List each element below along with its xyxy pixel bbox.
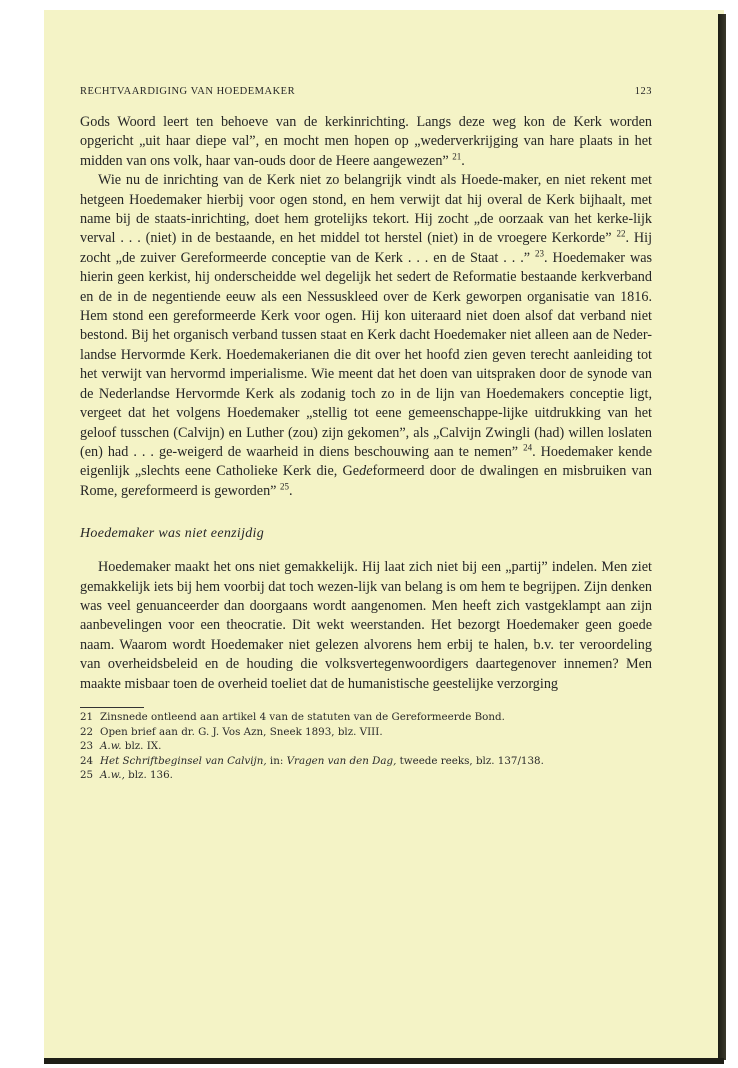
footnote: 25 A.w., blz. 136. (80, 769, 173, 782)
footnote-ref: 23 (535, 248, 545, 259)
footnote-ref: 21 (452, 151, 462, 162)
page-content (80, 85, 652, 783)
footnote-divider (80, 707, 144, 708)
footnote-ref: 24 (523, 442, 533, 453)
body-text (80, 113, 652, 694)
paragraph: Gods Woord leert ten behoeve van de kerkinrichting. Langs deze weg kon de Kerk worden opgericht „uit haar diepe val”, en mocht men hopen op „wederverkrijging van hare plaats in het midden van ons volk, haar van-ouds door de Heere aangewezen” $^{21}$. (80, 114, 652, 169)
footnote-ref: 25 (280, 480, 290, 491)
page-bottom-shadow (44, 1058, 724, 1064)
footnote: 22 Open brief aan dr. G. J. Vos Azn, Sneek 1893, blz. VIII. (80, 725, 383, 738)
running-head-title: RECHTVAARDIGING VAN HOEDEMAKER (80, 86, 296, 97)
page-number: 123 (634, 86, 652, 97)
footnote: 24 Het Schriftbeginsel van Calvijn, in: Vragen van den Dag, tweede reeks, blz. 137/138. (80, 754, 544, 767)
running-head (80, 85, 652, 99)
footnote: 21 Zinsnede ontleend aan artikel 4 van de statuten van de Gereformeerde Bond. (80, 710, 505, 723)
footnotes (80, 710, 652, 783)
page-edge-shadow (718, 14, 726, 1060)
footnote-ref: 22 (616, 228, 626, 239)
footnote: 23 A.w. blz. IX. (80, 740, 162, 753)
paragraph: Hoedemaker maakt het ons niet gemakkelijk. Hij laat zich niet bij een „partij” indelen. Men ziet gemakkelijk iets bij hem voorbij dat toch wezen-lijk van belang is om hem te begrijpen. Zijn denken was veel genuanceerder dan doorgaans wordt aangenomen. Men heeft zich vastgeklampt aan zijn aanbevelingen voor een theocratie. Dit wekt weerstanden. Het bezorgt Hoedemaker geen goede naam. Waarom wordt Hoedemaker niet gelezen alvorens hem erbij te halen, b.v. ter veroordeling van overheidsbeleid en de houding die volksvertegenwoordigers daartegenover innemen? Men maakte misbaar toen de overheid toeliet dat de humanistische geestelijke verzorging (80, 559, 652, 692)
paragraph: Wie nu de inrichting van de Kerk niet zo belangrijk vindt als Hoede-maker, en niet rekent met hetgeen Hoedemaker hierbij voor ogen stond, en hem verwijt dat hij overal de Kerk bijhaalt, met name bij de staats-inrichting, doet hem grotelijks tekort. Hij zocht „de oorzaak van het kerke-lijk verval . . . (niet) in de bestaande, en het middel tot herstel (niet) in de vroegere Kerkorde” $^{22}$. Hij zocht „de zuiver Gereformeerde conceptie van de Kerk . . . en de Staat . . .” $^{23}$. Hoedemaker was hierin geen kerkist, hij onderscheidde wel degelijk het sedert de Reformatie bestaande kerkverband en de in de negentiende eeuw als een Nessuskleed over de Kerk geworpen organisatie van 1816. Hem stond een gereformeerde Kerk voor ogen. Hij kon uiteraard niet doen alsof dat verband niet bestond. Bij het organisch verband tussen staat en Kerk dacht Hoedemaker niet alleen aan de Neder-landse Hervormde Kerk. Hoedemakerianen die dit over het hoofd zien geven terecht aanleiding tot het verwijt van hervormd imperialisme. Wie meent dat het doen van uitspraken door de synode van de Nederlandse Hervormde Kerk als zodanig toch zo in de lijn van Hoedemakers conceptie ligt, vergeet dat het volgens Hoedemaker „stellig tot eene gemeenschappe-lijke uitdrukking van het geloof tusschen (Calvijn) en Luther (zou) zijn gekomen”, als „Calvijn Zwingli (had) willen loslaten (en) had . . . ge-weigerd de waarheid in diens beschouwing aan te nemen” $^{24}$. Hoedemaker kende eigenlijk „slechts eene Catholieke Kerk die, Gedeformeerd door de dwalingen en misbruiken van Rome, gereformeerd is geworden” $^{25}$. (80, 172, 653, 499)
section-heading: Hoedemaker was niet eenzijdig (80, 526, 265, 542)
